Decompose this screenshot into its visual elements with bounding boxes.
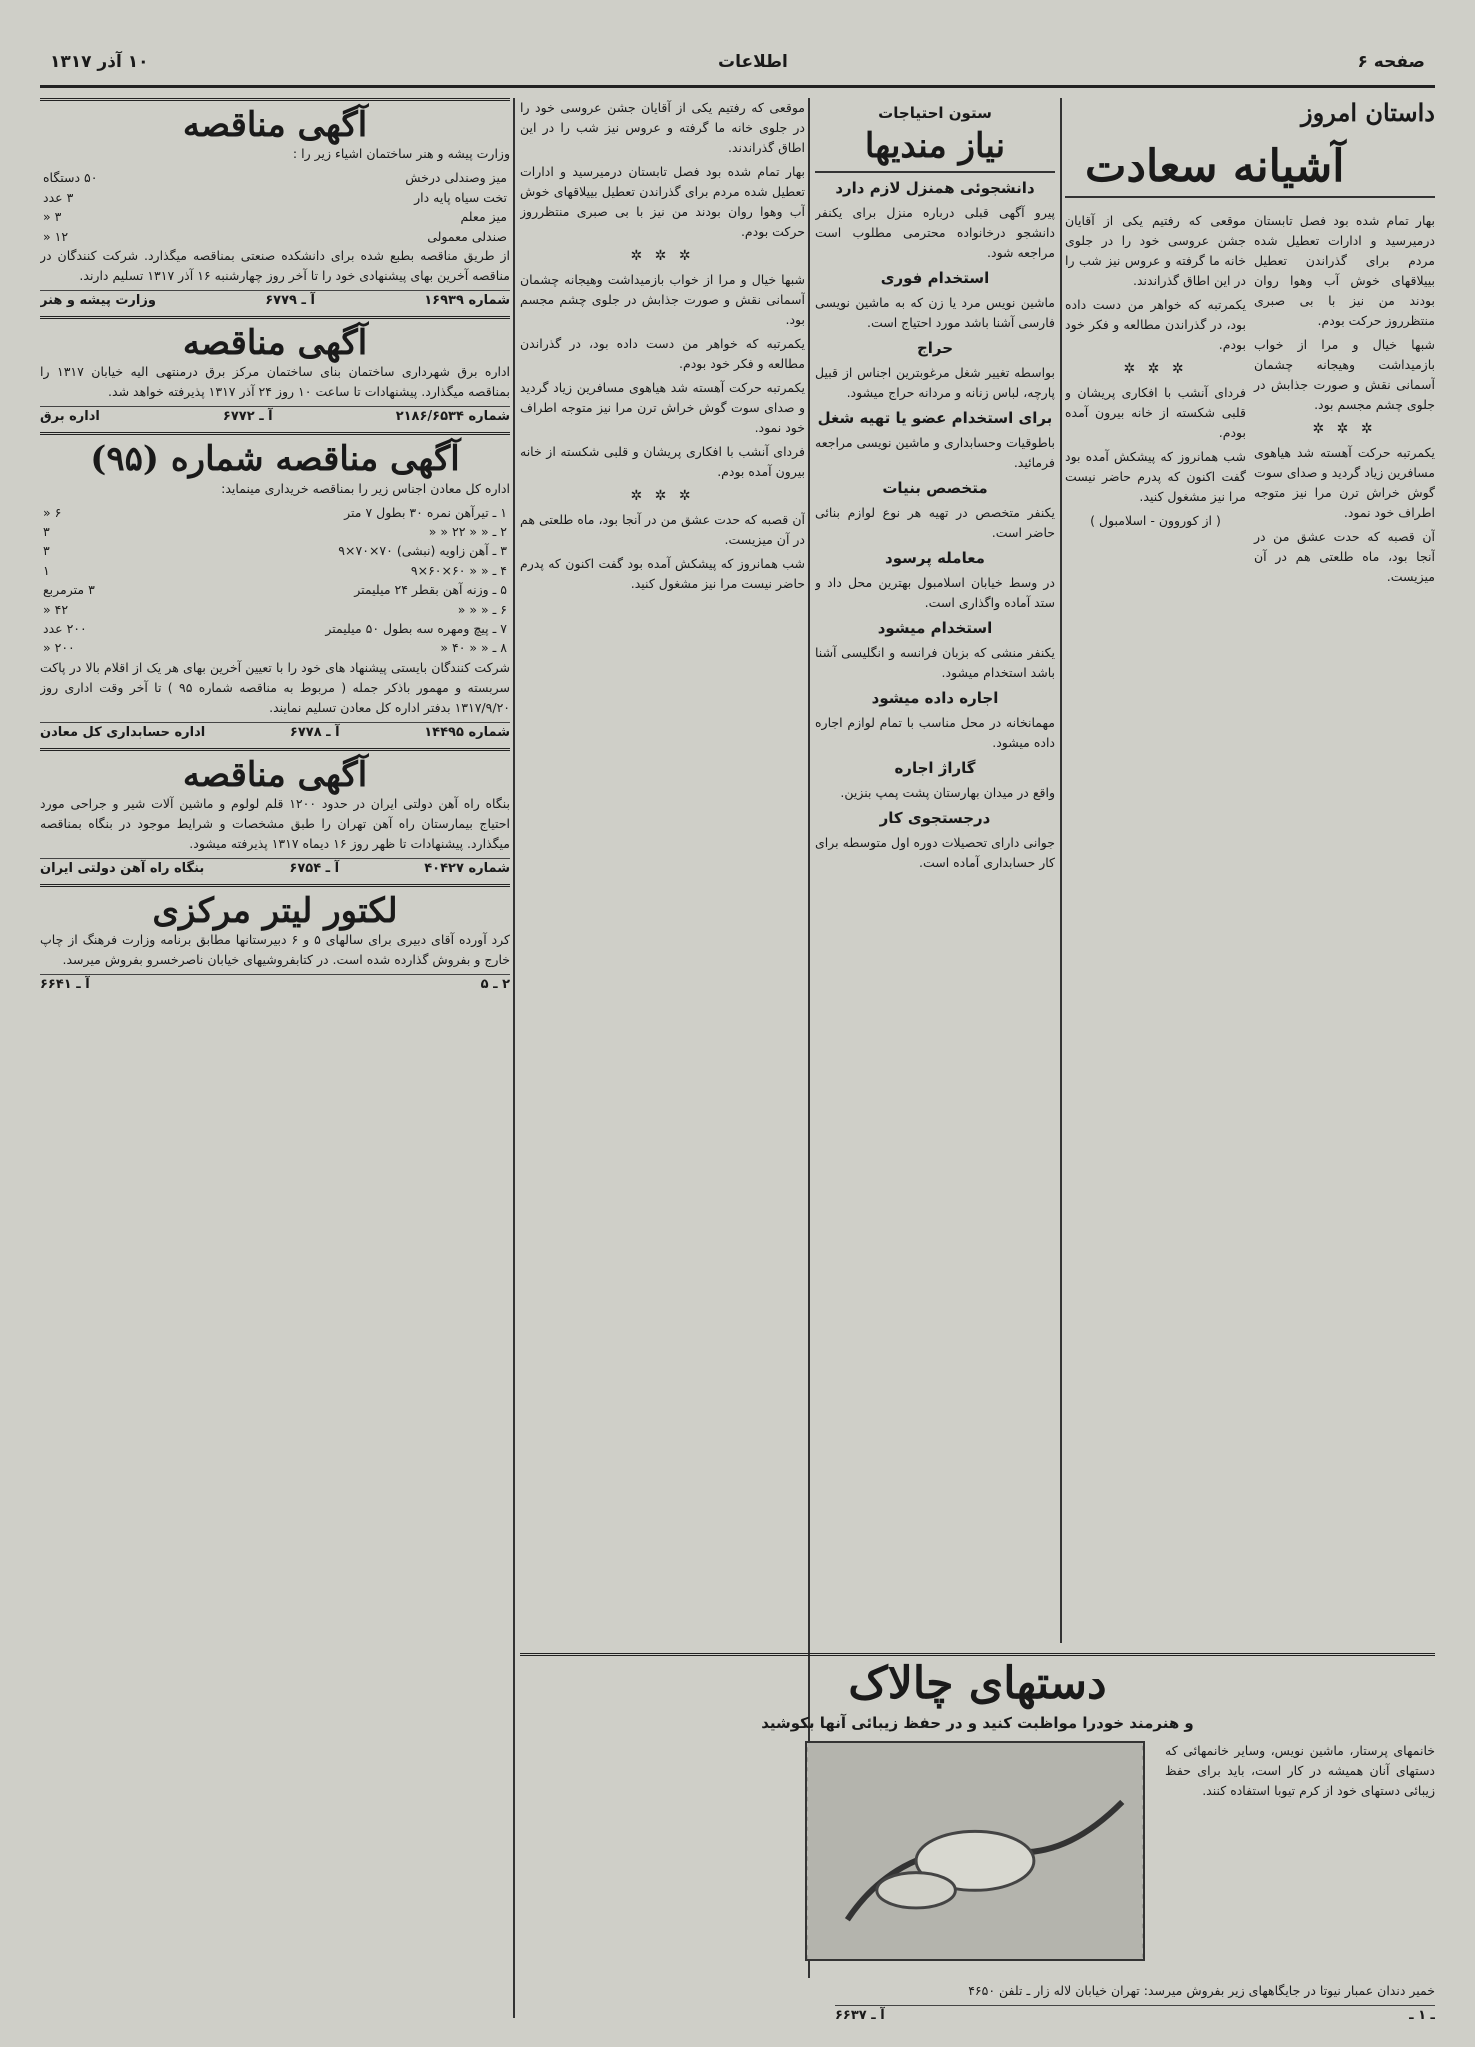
- story-paragraph: یکمرتبه که خواهر من دست داده بود، در گذراندن مطالعه و فکر خود بودم.: [520, 336, 805, 371]
- tender-title: آگهی مناقصه: [182, 754, 368, 795]
- hands-ad: دستهای چالاک و هنرمند خودرا مواظبت کنید و در حفظ زیبائی آنها بکوشید خانمهای پرستار، ماشین نویس، وسایر خانمهائی که دستهای آنان همیشه در کار است، باید برای حفظ زیبائی دستهای خود از کرم تیوبا استفاده کنند. خمیر دندان عمبار نیوتا در جایگاههای زیر بفروش میرسد: تهران خیابان لاله زار ـ تلفن ۴۶۵۰ ـ ۱ ـ آ ـ ۶۶۳۷: [520, 1653, 1435, 2023]
- story-paragraph: شب همانروز که پیشکش آمده بود گفت اکنون که پدرم حاضر نیست مرا نیز مشغول کنید.: [1065, 449, 1246, 505]
- tender-items: میز وصندلی درخش ۵۰ دستگاه تخت سیاه پایه دار ۳ عدد میز معلم ۳ « صندلی معمولی ۱۲ «: [43, 170, 507, 244]
- story-paragraph: بهار تمام شده بود فصل تابستان درمیرسید و ادارات تعطیل شده مردم برای گذراندن تعطیل بییلاقهای خوش آب وهوا روان بودند من نیز با بی صبری منتظرروز حرکت بودم.: [520, 164, 805, 239]
- classifieds-kicker: ستون احتیاجات: [878, 104, 992, 122]
- classified-item: استخدام میشود یکنفر منشی که بزبان فرانسه و انگلیسی آشنا باشد استخدام میشود.: [815, 619, 1055, 681]
- tenders-column: [40, 98, 510, 2018]
- story-paragraph: فردای آنشب با افکاری پریشان و قلبی شکسته از خانه بیرون آمده بودم.: [1065, 385, 1246, 441]
- story-paragraph: بهار تمام شده بود فصل تابستان درمیرسید و ادارات تعطیل شده مردم برای گذراندن تعطیل بییلاقهای خوش آب وهوا روان بودند من نیز با بی صبری منتظرروز حرکت بودم.: [1254, 213, 1435, 329]
- tender-title: آگهی مناقصه شماره (۹۵): [90, 439, 460, 480]
- story-title: آشیانه سعادت: [1085, 141, 1345, 192]
- classified-item: استخدام فوری ماشین نویس مرد یا زن که به ماشین نویسی فارسی آشنا باشد مورد احتیاج است.: [815, 269, 1055, 331]
- hands-ad-title: دستهای چالاک: [848, 1658, 1107, 1709]
- story-paragraph: یکمرتبه حرکت آهسته شد هیاهوی مسافرین زیاد گردید و صدای سوت گوش خراش ترن مرا نیز متوجه اطراف خود نمود.: [1254, 445, 1435, 521]
- paper-name: اطلاعات: [718, 51, 788, 72]
- issue-date: ۱۰ آذر ۱۳۱۷: [50, 51, 149, 72]
- story-kicker: داستان امروز: [1301, 98, 1435, 127]
- lecture-title: لکتور لیتر مرکزی: [152, 891, 398, 932]
- story-continuation-column: موقعی که رفتیم یکی از آقایان جشن عروسی خود را در جلوی خانه ما گرفته و عروس نیز شب را در این اطاق گذراندند. بهار تمام شده بود فصل تابستان درمیرسید و ادارات تعطیل شده مردم برای گذراندن تعطیل بییلاقهای خوش آب وهوا روان بودند من نیز با بی صبری منتظرروز حرکت بودم. ✲ ✲ ✲ شبها خیال و مرا از خواب بازمیداشت وهیجانه چشمان آسمانی نقش و صورت جذابش در جلوی چشم مجسم بود. یکمرتبه که خواهر من دست داده بود، در گذراندن مطالعه و فکر خود بودم. یکمرتبه حرکت آهسته شد هیاهوی مسافرین زیاد گردید و صدای سوت گوش خراش ترن مرا نیز متوجه اطراف خود نمود. فردای آنشب با افکاری پریشان و قلبی شکسته از خانه بیرون آمده بودم. ✲ ✲ ✲ آن قصبه که حدت عشق من در آنجا بود، ماه طلعتی هم در آن میزیست. شب همانروز که پیشکش آمده بود گفت اکنون که پدرم حاضر نیست مرا نیز مشغول کنید.: [520, 98, 805, 1978]
- story-paragraph: فردای آنشب با افکاری پریشان و قلبی شکسته از خانه بیرون آمده بودم.: [520, 444, 805, 479]
- newspaper-page: [40, 38, 1435, 2023]
- page-number: صفحه ۶: [1357, 51, 1425, 72]
- tender-ad: آگهی مناقصه اداره برق شهرداری ساختمان بنای ساختمان مرکز برق درمنتهی الیه خیابان ۱۳۱۷ را بمناقصه میگذارد. پیشنهادات تا ساعت ۱۰ روز ۲۴ آذر ۱۳۱۷ پذیرفته خواهد شد. شماره ۲۱۸۶/۶۵۳۴ آ ـ ۶۷۷۲ اداره برق: [40, 316, 510, 424]
- story-paragraph: موقعی که رفتیم یکی از آقایان جشن عروسی خود را در جلوی خانه ما گرفته و عروس نیز شب را در این اطاق گذراندند.: [520, 100, 805, 155]
- tender-ad: آگهی مناقصه بنگاه راه آهن دولتی ایران در حدود ۱۲۰۰ قلم لولوم و ماشین آلات شیر و جراحی مورد احتیاج بیمارستان راه آهن تهران را طبق مشخصات و شرایط موجود در بنگاه بمناقصه میگذارد. پیشنهادات تا ظهر روز ۱۶ دیماه ۱۳۱۷ پذیرفته میشود. شماره ۴۰۴۲۷ آ ـ ۶۷۵۴ بنگاه راه آهن دولتی ایران: [40, 748, 510, 876]
- story-paragraph: موقعی که رفتیم یکی از آقایان جشن عروسی خود را در جلوی خانه ما گرفته و عروس نیز شب را در این اطاق گذراندند.: [1065, 213, 1246, 289]
- classifieds-title: نیاز مندیها: [864, 126, 1006, 166]
- story-paragraph: آن قصبه که حدت عشق من در آنجا بود، ماه طلعتی هم در آن میزیست.: [520, 512, 805, 547]
- story-paragraph: شبها خیال و مرا از خواب بازمیداشت وهیجانه چشمان آسمانی نقش و صورت جذابش در جلوی چشم مجسم بود.: [520, 272, 805, 327]
- story-closing: ( از کوروون - اسلامبول ): [1090, 513, 1221, 529]
- hands-ad-subtitle: و هنرمند خودرا مواظبت کنید و در حفظ زیبائی آنها بکوشید: [761, 1714, 1194, 1733]
- hands-illustration: [807, 1743, 1143, 1959]
- story-paragraph: یکمرتبه که خواهر من دست داده بود، در گذراندن مطالعه و فکر خود بودم.: [1065, 297, 1246, 353]
- tender-ad: آگهی مناقصه شماره (۹۵) اداره کل معادن اجناس زیر را بمناقصه خریداری مینماید: ۱ ـ تیرآهن نمره ۳۰ بطول ۷ متر ۶ « ۲ ـ « « ۲۲ « « ۳ ۳ ـ آهن زاویه (نبشی) ۷۰×۷۰×۹ ۳ ۴ ـ « « ۶۰×۶۰×۹ ۱ ۵ ـ وزنه آهن بقطر ۲۴ میلیمتر ۳ مترمربع ۶ ـ « « « ۴۲ « ۷ ـ پیچ ومهره سه بطول ۵۰ میلیمتر ۲۰۰ عدد ۸ ـ « « ۴۰ « ۲۰۰ « شرکت کنندگان بایستی پیشنهاد های خود را با تعیین آخرین بهای هر یک از اقلام بالا در پاکت سربسته و مهمور باذکر جمله ( مربوط به مناقصه شماره ۹۵ ) تا آخر وقت اداری روز ۱۳۱۷/۹/۲۰ بدفتر اداره کل معادن تسلیم نمایند. شماره ۱۴۴۹۵ آ ـ ۶۷۷۸ اداره حسابداری کل معادن: [40, 432, 510, 739]
- classified-item: اجاره داده میشود مهمانخانه در محل مناسب با تمام لوازم اجاره داده میشود.: [815, 689, 1055, 751]
- story-paragraph: شب همانروز که پیشکش آمده بود گفت اکنون که پدرم حاضر نیست مرا نیز مشغول کنید.: [520, 556, 805, 591]
- classified-item: درجستجوی کار جوانی دارای تحصیلات دوره اول متوسطه برای کار حسابداری آماده است.: [815, 809, 1055, 871]
- tender-title: آگهی مناقصه: [182, 105, 368, 145]
- story-paragraph: شبها خیال و مرا از خواب بازمیداشت وهیجانه چشمان آسمانی نقش و صورت جذابش در جلوی چشم مجسم بود.: [1254, 337, 1435, 413]
- story-body: [1065, 211, 1435, 591]
- classified-item: معامله پرسود در وسط خیابان اسلامبول بهترین محل داد و ستد آماده واگذاری است.: [815, 549, 1055, 611]
- tender-items: ۱ ـ تیرآهن نمره ۳۰ بطول ۷ متر ۶ « ۲ ـ « « ۲۲ « « ۳ ۳ ـ آهن زاویه (نبشی) ۷۰×۷۰×۹ ۳ ۴ ـ « « ۶۰×۶۰×۹ ۱ ۵ ـ وزنه آهن بقطر ۲۴ میلیمتر ۳ مترمربع ۶ ـ « « « ۴۲ « ۷ ـ پیچ ومهره سه بطول ۵۰ میلیمتر ۲۰۰ عدد ۸ ـ « « ۴۰ « ۲۰۰ «: [43, 504, 507, 656]
- story-column: [1065, 98, 1435, 1643]
- classified-item: حراج بواسطه تغییر شغل مرغوبترین اجناس از قبیل پارچه، لباس زنانه و مردانه حراج میشود.: [815, 339, 1055, 401]
- classified-item: دانشجوئی همنزل لازم دارد پیرو آگهی قبلی درباره منزل برای یکنفر دانشجو درخانواده محترمی مطلوب است مراجعه شود.: [815, 179, 1055, 261]
- classified-item: برای استخدام عضو یا تهیه شغل باطوقیات وحسابداری و ماشین نویسی مراجعه فرمائید.: [815, 409, 1055, 471]
- hands-ad-body: خانمهای پرستار، ماشین نویس، وسایر خانمهائی که دستهای آنان همیشه در کار است، باید برای حفظ زیبائی دستهای خود از کرم تیوبا استفاده کنند.: [1165, 1743, 1435, 1798]
- page-header: [40, 38, 1435, 88]
- hands-photo: [805, 1741, 1145, 1961]
- story-paragraph: آن قصبه که حدت عشق من در آنجا بود، ماه طلعتی هم در آن میزیست.: [1254, 529, 1435, 585]
- lecture-ad: لکتور لیتر مرکزی کرد آورده آقای دبیری برای سالهای ۵ و ۶ دبیرستانها مطابق برنامه وزارت فرهنگ از چاپ خارج و بفروش گذارده شده است. در کتابفروشیهای خیابان ناصرخسرو بفروش میرسد. ۲ ـ ۵ آ ـ ۶۶۴۱: [40, 884, 510, 992]
- tender-ad: آگهی مناقصه وزارت پیشه و هنر ساختمان اشیاء زیر را : میز وصندلی درخش ۵۰ دستگاه تخت سیاه پایه دار ۳ عدد میز معلم ۳ « صندلی معمولی ۱۲ « از طریق مناقصه بطبع شده برای دانشکده صنعتی بمناقصه میگذارد. شرکت کنندگان در مناقصه آخرین بهای پیشنهادی خود را تا آخر روز چهارشنبه ۱۶ آذر ۱۳۱۷ تسلیم دارند. شماره ۱۶۹۳۹ آ ـ ۶۷۷۹ وزارت پیشه و هنر: [40, 98, 510, 308]
- classifieds-column: [815, 98, 1055, 1643]
- story-column-left: موقعی که رفتیم یکی از آقایان جشن عروسی خود را در جلوی خانه ما گرفته و عروس نیز شب را در این اطاق گذراندند. یکمرتبه که خواهر من دست داده بود، در گذراندن مطالعه و فکر خود بودم. ✲ ✲ ✲ فردای آنشب با افکاری پریشان و قلبی شکسته از خانه بیرون آمده بودم. شب همانروز که پیشکش آمده بود گفت اکنون که پدرم حاضر نیست مرا نیز مشغول کنید. ( از کوروون - اسلامبول ): [1065, 211, 1246, 591]
- classified-item: متخصص بنیات یکنفر متخصص در تهیه هر نوع لوازم بنائی حاضر است.: [815, 479, 1055, 541]
- tender-title: آگهی مناقصه: [182, 322, 368, 363]
- classified-item: گاراژ اجاره واقع در میدان بهارستان پشت پمپ بنزین.: [840, 759, 1055, 801]
- story-column-right: بهار تمام شده بود فصل تابستان درمیرسید و ادارات تعطیل شده مردم برای گذراندن تعطیل بییلاقهای خوش آب وهوا روان بودند من نیز با بی صبری منتظرروز حرکت بودم. شبها خیال و مرا از خواب بازمیداشت وهیجانه چشمان آسمانی نقش و صورت جذابش در جلوی چشم مجسم بود. ✲ ✲ ✲ یکمرتبه حرکت آهسته شد هیاهوی مسافرین زیاد گردید و صدای سوت گوش خراش ترن مرا نیز متوجه اطراف خود نمود. آن قصبه که حدت عشق من در آنجا بود، ماه طلعتی هم در آن میزیست.: [1254, 211, 1435, 591]
- hands-ad-footer: خمیر دندان عمبار نیوتا در جایگاههای زیر بفروش میرسد: تهران خیابان لاله زار ـ تلفن ۴۶۵۰: [968, 1983, 1435, 1998]
- story-paragraph: یکمرتبه حرکت آهسته شد هیاهوی مسافرین زیاد گردید و صدای سوت گوش خراش ترن مرا نیز متوجه اطراف خود نمود.: [520, 380, 805, 435]
